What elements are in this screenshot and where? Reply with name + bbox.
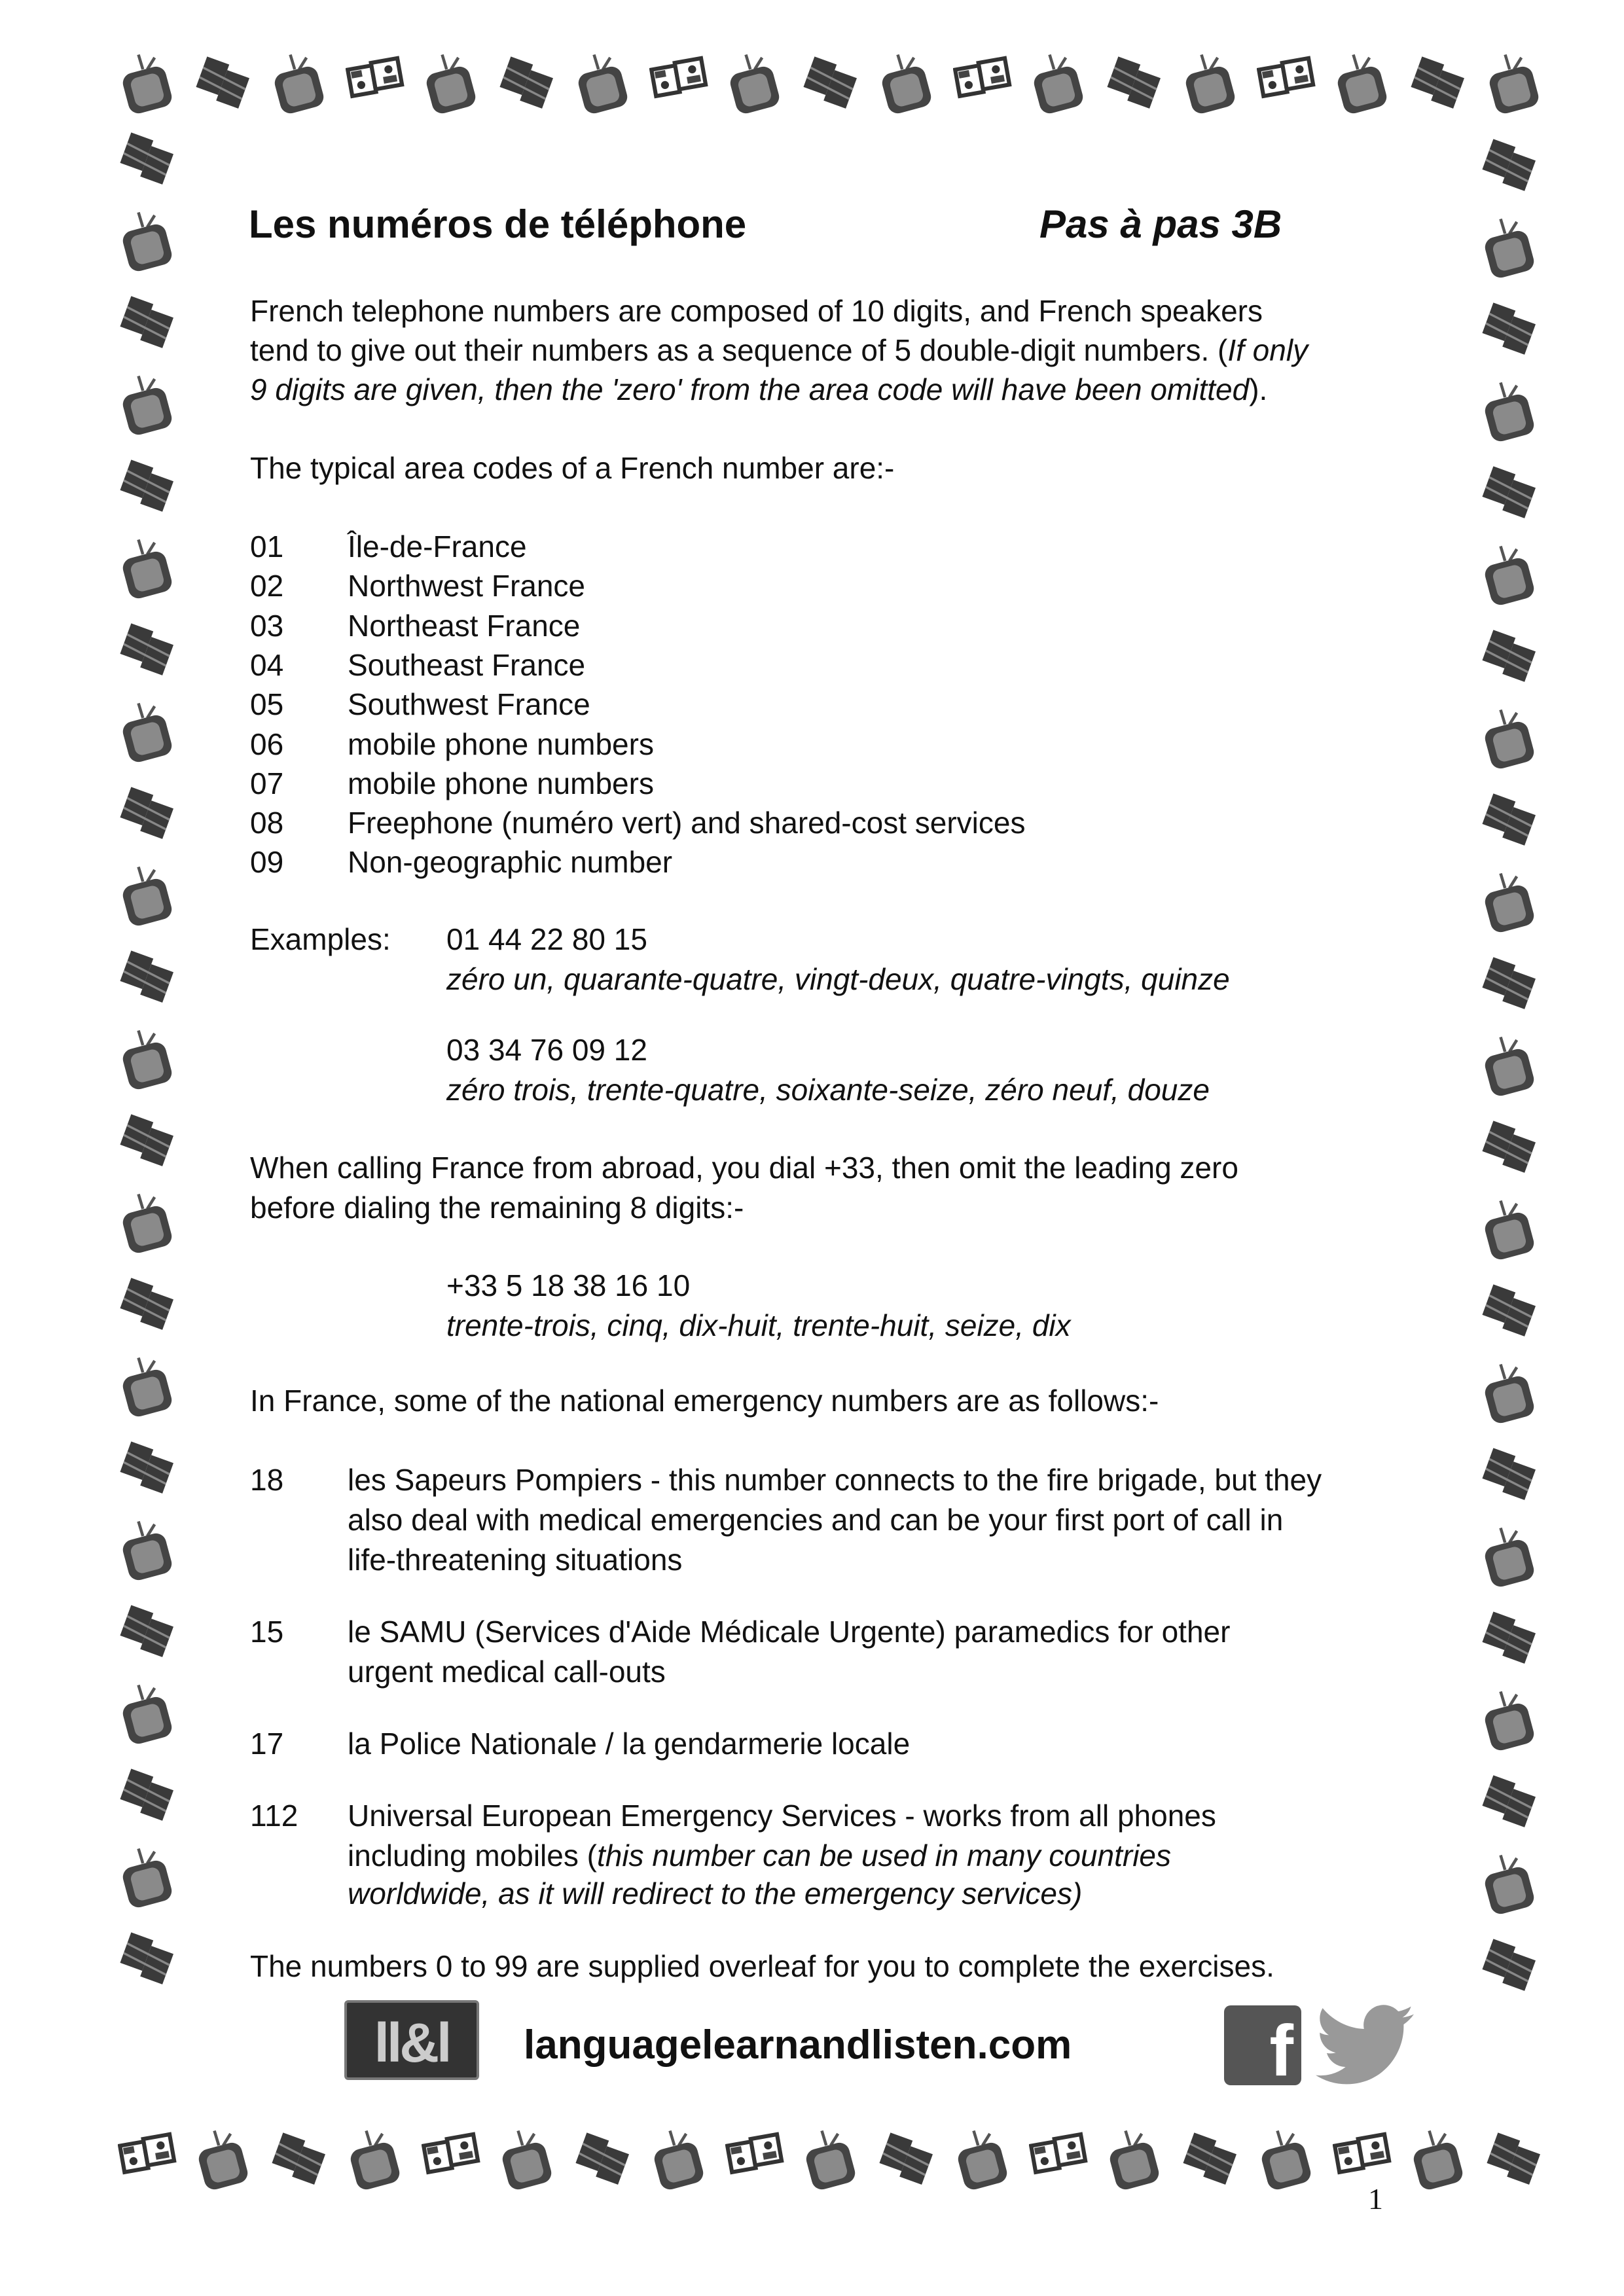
flag-icon bbox=[497, 52, 556, 111]
tv-icon bbox=[1480, 543, 1539, 602]
tv-icon bbox=[118, 1028, 177, 1086]
area-code: 07 bbox=[250, 766, 284, 800]
tv-icon bbox=[194, 2128, 253, 2187]
area-code: 08 bbox=[250, 806, 284, 840]
twitter-icon[interactable] bbox=[1316, 2003, 1414, 2088]
flag-icon bbox=[270, 2128, 329, 2187]
area-code: 04 bbox=[250, 647, 284, 682]
page-title: Les numéros de téléphone bbox=[249, 202, 747, 246]
area-code: 01 bbox=[250, 529, 284, 564]
tv-icon bbox=[1333, 52, 1392, 111]
area-code: 02 bbox=[250, 569, 284, 603]
flag-icon bbox=[1480, 1280, 1539, 1338]
tv-icon bbox=[1480, 870, 1539, 929]
abroad-spoken: trente-trois, cinq, dix-huit, trente-huit, seize, dix bbox=[446, 1308, 1071, 1342]
tv-icon bbox=[1480, 1198, 1539, 1257]
flag-icon bbox=[118, 946, 177, 1005]
area-code: 06 bbox=[250, 726, 284, 761]
banknote-icon bbox=[649, 52, 708, 111]
banknote-icon bbox=[118, 2128, 177, 2187]
example-number: 01 44 22 80 15 bbox=[446, 922, 647, 956]
flag-icon bbox=[1480, 952, 1539, 1011]
emergency-code: 112 bbox=[250, 1799, 298, 1833]
banknote-icon bbox=[422, 2128, 480, 2187]
tv-icon bbox=[118, 52, 177, 111]
site-logo: ll&l bbox=[344, 2000, 479, 2080]
tv-icon bbox=[1480, 1689, 1539, 1748]
flag-icon bbox=[118, 455, 177, 514]
tv-icon bbox=[1485, 52, 1543, 111]
tv-icon bbox=[801, 2128, 860, 2187]
area-code-region: Non-geographic number bbox=[348, 845, 673, 880]
flag-icon bbox=[1480, 298, 1539, 357]
emergency-text-plain: including mobiles ( bbox=[348, 1839, 597, 1873]
facebook-icon[interactable]: f bbox=[1224, 2005, 1301, 2085]
intro-text: tend to give out their numbers as a sequence of 5 double-digit numbers. ( bbox=[250, 333, 1228, 367]
emergency-code: 15 bbox=[250, 1615, 284, 1649]
banknote-icon bbox=[725, 2128, 784, 2187]
tv-icon bbox=[118, 1191, 177, 1250]
tv-icon bbox=[725, 52, 784, 111]
emergency-text: worldwide, as it will redirect to the emergency services) bbox=[348, 1876, 1083, 1910]
website-link[interactable]: languagelearnandlisten.com bbox=[524, 2022, 1072, 2068]
emergency-text: urgent medical call-outs bbox=[348, 1655, 666, 1689]
emergency-text: life-threatening situations bbox=[348, 1543, 683, 1577]
tv-icon bbox=[118, 537, 177, 596]
intro-text: ). bbox=[1249, 372, 1268, 406]
emergency-code: 17 bbox=[250, 1727, 284, 1761]
area-code-region: mobile phone numbers bbox=[348, 726, 654, 761]
flag-icon bbox=[118, 291, 177, 350]
area-code-region: Northeast France bbox=[348, 608, 581, 643]
page-number: 1 bbox=[1368, 2182, 1383, 2215]
banknote-icon bbox=[1029, 2128, 1088, 2187]
flag-icon bbox=[118, 1928, 177, 1986]
flag-icon bbox=[877, 2128, 936, 2187]
abroad-text: When calling France from abroad, you dial +33, then omit the leading zero bbox=[250, 1151, 1238, 1185]
flag-icon bbox=[118, 1600, 177, 1659]
tv-icon bbox=[1480, 1852, 1539, 1911]
tv-icon bbox=[1480, 380, 1539, 439]
flag-icon bbox=[1480, 789, 1539, 848]
area-code-region: Southeast France bbox=[348, 647, 586, 682]
tv-icon bbox=[270, 52, 329, 111]
tv-icon bbox=[346, 2128, 405, 2187]
examples-label: Examples: bbox=[250, 922, 391, 956]
flag-icon bbox=[118, 128, 177, 187]
flag-icon bbox=[1105, 52, 1164, 111]
tv-icon bbox=[1480, 707, 1539, 766]
closing-text: The numbers 0 to 99 are supplied overleaf for you to complete the exercises. bbox=[250, 1949, 1274, 1983]
flag-icon bbox=[118, 1764, 177, 1823]
flag-icon bbox=[118, 1273, 177, 1332]
emergency-intro: In France, some of the national emergency numbers are as follows:- bbox=[250, 1384, 1159, 1418]
tv-icon bbox=[1409, 2128, 1468, 2187]
flag-icon bbox=[194, 52, 253, 111]
flag-icon bbox=[118, 619, 177, 677]
tv-icon bbox=[118, 1846, 177, 1905]
flag-icon bbox=[1181, 2128, 1240, 2187]
flag-icon bbox=[118, 1109, 177, 1168]
area-code-region: Freephone (numéro vert) and shared-cost services bbox=[348, 806, 1026, 840]
tv-icon bbox=[1181, 52, 1240, 111]
banknote-icon bbox=[1333, 2128, 1392, 2187]
flag-icon bbox=[1480, 1770, 1539, 1829]
banknote-icon bbox=[953, 52, 1012, 111]
flag-icon bbox=[1480, 625, 1539, 684]
intro-italic: If only bbox=[1227, 333, 1308, 367]
tv-icon bbox=[497, 2128, 556, 2187]
abroad-text: before dialing the remaining 8 digits:- bbox=[250, 1191, 744, 1225]
area-code-region: Northwest France bbox=[348, 569, 586, 603]
flag-icon bbox=[1480, 1443, 1539, 1502]
tv-icon bbox=[649, 2128, 708, 2187]
tv-icon bbox=[1480, 1361, 1539, 1420]
flag-icon bbox=[1409, 52, 1468, 111]
flag-icon bbox=[1480, 1116, 1539, 1175]
tv-icon bbox=[1257, 2128, 1316, 2187]
intro-line bbox=[250, 331, 1308, 370]
example-spoken: zéro un, quarante-quatre, vingt-deux, quatre-vingts, quinze bbox=[446, 962, 1230, 996]
example-spoken: zéro trois, trente-quatre, soixante-seize, zéro neuf, douze bbox=[446, 1073, 1210, 1107]
tv-icon bbox=[1105, 2128, 1164, 2187]
emergency-code: 18 bbox=[250, 1463, 284, 1497]
tv-icon bbox=[118, 1682, 177, 1741]
emergency-text bbox=[348, 1836, 1171, 1875]
intro-line bbox=[250, 370, 1267, 409]
banknote-icon bbox=[346, 52, 405, 111]
tv-icon bbox=[422, 52, 480, 111]
emergency-text-italic: this number can be used in many countries bbox=[596, 1839, 1172, 1873]
flag-icon bbox=[1485, 2128, 1543, 2187]
flag-icon bbox=[573, 2128, 632, 2187]
area-code: 03 bbox=[250, 608, 284, 643]
abroad-number: +33 5 18 38 16 10 bbox=[446, 1268, 691, 1302]
tv-icon bbox=[877, 52, 936, 111]
flag-icon bbox=[118, 782, 177, 841]
area-code-region: mobile phone numbers bbox=[348, 766, 654, 800]
tv-icon bbox=[118, 864, 177, 923]
area-code: 09 bbox=[250, 845, 284, 880]
area-code-region: Île-de-France bbox=[348, 529, 527, 564]
emergency-text: le SAMU (Services d'Aide Médicale Urgente) paramedics for other bbox=[348, 1615, 1231, 1649]
emergency-text: les Sapeurs Pompiers - this number connects to the fire brigade, but they bbox=[348, 1463, 1322, 1497]
tv-icon bbox=[1029, 52, 1088, 111]
tv-icon bbox=[1480, 1525, 1539, 1584]
flag-icon bbox=[1480, 1607, 1539, 1666]
intro-line: French telephone numbers are composed of 10 digits, and French speakers bbox=[250, 294, 1263, 328]
flag-icon bbox=[1480, 461, 1539, 520]
tv-icon bbox=[118, 1518, 177, 1577]
flag-icon bbox=[1480, 1934, 1539, 1993]
area-code: 05 bbox=[250, 687, 284, 722]
tv-icon bbox=[118, 373, 177, 432]
tv-icon bbox=[1480, 1034, 1539, 1093]
flag-icon bbox=[1480, 134, 1539, 193]
level-label: Pas à pas 3B bbox=[1039, 202, 1282, 246]
flag-icon bbox=[801, 52, 860, 111]
area-code-region: Southwest France bbox=[348, 687, 590, 722]
tv-icon bbox=[573, 52, 632, 111]
example-number: 03 34 76 09 12 bbox=[446, 1033, 647, 1067]
tv-icon bbox=[953, 2128, 1012, 2187]
emergency-text: la Police Nationale / la gendarmerie locale bbox=[348, 1727, 911, 1761]
area-codes-intro: The typical area codes of a French number are:- bbox=[250, 451, 895, 485]
tv-icon bbox=[118, 700, 177, 759]
banknote-icon bbox=[1257, 52, 1316, 111]
emergency-text: also deal with medical emergencies and can be your first port of call in bbox=[348, 1503, 1284, 1537]
tv-icon bbox=[1480, 216, 1539, 275]
tv-icon bbox=[118, 209, 177, 268]
intro-italic: 9 digits are given, then the 'zero' from the area code will have been omitted bbox=[250, 372, 1250, 406]
emergency-text: Universal European Emergency Services - works from all phones bbox=[348, 1799, 1216, 1833]
tv-icon bbox=[118, 1355, 177, 1414]
flag-icon bbox=[118, 1437, 177, 1496]
